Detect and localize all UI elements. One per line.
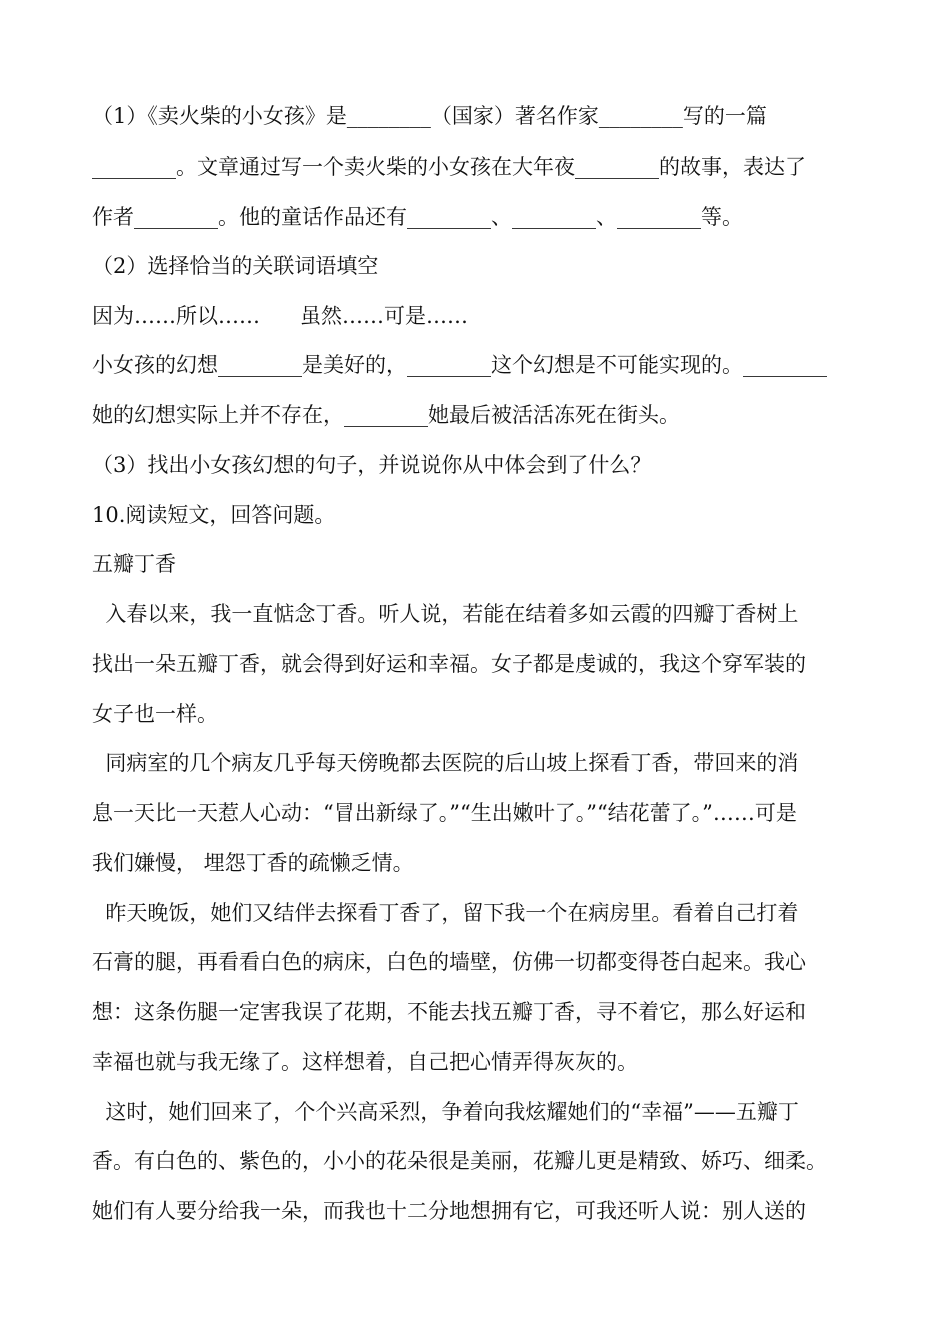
question-2-prompt: （2）选择恰当的关联词语填空 [92,254,379,278]
passage-line: 昨天晚饭，她们又结伴去探看丁香了，留下我一个在病房里。看着自己打着 [92,901,799,925]
section-heading: 10.阅读短文，回答问题。 [92,503,336,527]
passage-line: 这时，她们回来了，个个兴高采烈，争着向我炫耀她们的“幸福”——五瓣丁 [92,1100,799,1124]
passage-line: 女子也一样。 [92,702,218,726]
passage-line: 她们有人要分给我一朵，而我也十二分地想拥有它，可我还听人说：别人送的 [92,1199,806,1223]
conjunction-options: 因为……所以…… 虽然……可是…… [92,304,469,328]
passage-line: 找出一朵五瓣丁香，就会得到好运和幸福。女子都是虔诚的，我这个穿军装的 [92,652,806,676]
passage-line: 同病室的几个病友几乎每天傍晚都去医院的后山坡上探看丁香，带回来的消 [92,751,799,775]
passage-line: 幸福也就与我无缘了。这样想着，自己把心情弄得灰灰的。 [92,1050,638,1074]
passage-title: 五瓣丁香 [92,552,176,576]
question-2-line-1: 小女孩的幻想________是美好的，________这个幻想是不可能实现的。________ [92,353,827,377]
question-1-line-2: ________。文章通过写一个卖火柴的小女孩在大年夜________的故事，表达了 [92,155,806,179]
passage-line: 我们嫌慢， 埋怨丁香的疏懒乏情。 [92,851,414,875]
passage-line: 想：这条伤腿一定害我误了花期，不能去找五瓣丁香，寻不着它，那么好运和 [92,1000,806,1024]
passage-line: 石膏的腿，再看看白色的病床，白色的墙壁，仿佛一切都变得苍白起来。我心 [92,950,806,974]
passage-line: 入春以来，我一直惦念丁香。听人说，若能在结着多如云霞的四瓣丁香树上 [92,602,799,626]
question-3-prompt: （3）找出小女孩幻想的句子，并说说你从中体会到了什么？ [92,453,652,477]
question-1-line-1: （1）《卖火柴的小女孩》是________（国家）著名作家________写的一篇 [92,104,767,128]
question-1-line-3: 作者________。他的童话作品还有________、________、________等。 [92,205,743,229]
passage-line: 香。有白色的、紫色的，小小的花朵很是美丽，花瓣儿更是精致、娇巧、细柔。 [92,1149,827,1173]
passage-line: 息一天比一天惹人心动：“冒出新绿了。”“生出嫩叶了。”“结花蕾了。”……可是 [92,801,797,825]
question-2-line-2: 她的幻想实际上并不存在，________她最后被活活冻死在街头。 [92,403,680,427]
